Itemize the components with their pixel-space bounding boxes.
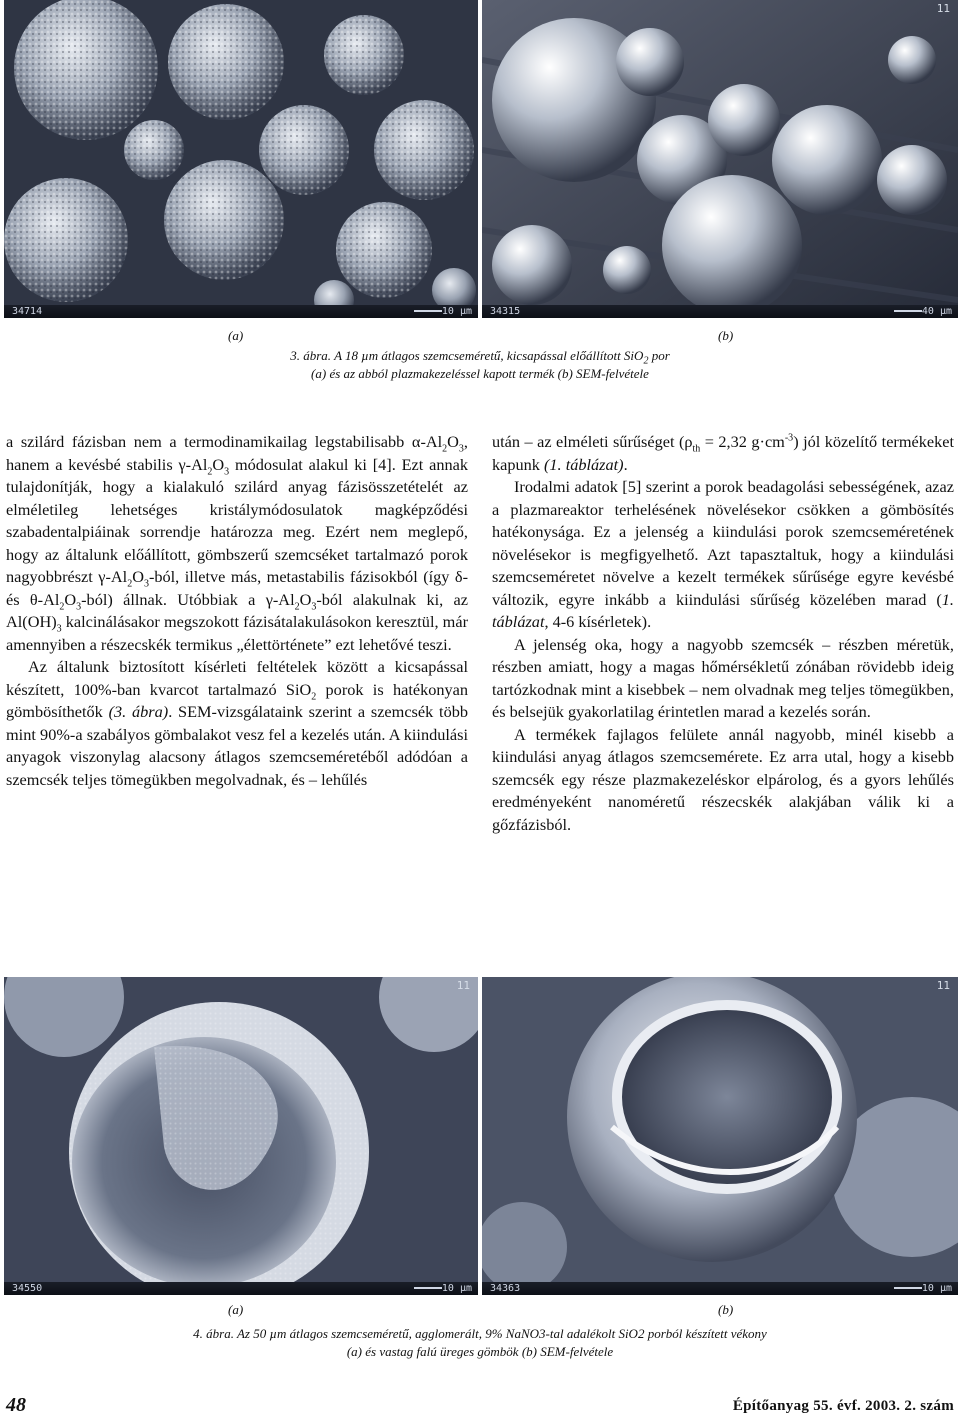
image-corner-tag: 11 xyxy=(936,979,950,992)
page-number: 48 xyxy=(6,1394,26,1416)
image-number: 34714 xyxy=(12,306,43,317)
figure-3-caption: 3. ábra. A 18 µm átlagos szemcseméretű, kicsapással előállított SiO$_2$ por (a) és az abból plazmakezeléssel kapott termék (b) SEM-felvétele xyxy=(290,348,670,381)
figure-4b-sem-image: 11 34363 10 µm xyxy=(482,977,958,1295)
figure-4a-sem-image: 11 34550 10 µm xyxy=(4,977,478,1295)
body-text-left-column: a szilárd fázisban nem a termodinamikailag legstabilisabb $\alpha-Al_2O_3$, hanem a kevésbé stabilis $\gamma-Al_2O_3$ módosulat alakul ki [4]. Ezt annak tulajdonítják, hogy a kialakuló szilárd anyag fázisösszetételét az elméletileg lehetséges kristálymódosulatok magképződési szabadentalpiáinak sorrendje határozza meg. Ezért nem meglepő, hogy az általunk előállított, gömbszerű szemcséket tartalmazó porok nagyobbrészt $\gamma-Al_2O_3$-ból, illetve más, metastabilis fázisokból (így δ- és $\theta-Al_2O_3-ból$) állnak. Utóbbiak a $\gamma-Al_2O_3$-ból alakulnak ki, az $Al(OH)_3$ kalcinálásakor megszokott fázisátalakulásokon keresztül, már amennyiben a részecskék termikus „élettörténete” ezt lehetővé teszi. Az általunk biztosított kísérleti feltételek között a kicsapással készített, 100%-ban kvarcot tartalmazó SiO$_2$ porok is hatékonyan gömbösíthetők (3. ábra). SEM-vizsgálataink szerint a szemcsék több mint 90%-a szabályos gömbalakot vesz fel a kezelés után. A kiindulási anyagok viszonylag alacsony átlagos szemcseméretéből adódóan a szemcsék teljes tömegükben megolvadnak, és – lehűlés xyxy=(6,432,469,789)
body-text-right-column: után – az elméleti sűrűséget ($\rho_{th} = 2,32$ $g\cdot cm^{-3}$) jól közelítő termékeket kapunk (1. táblázat). Irodalmi adatok [5] szerint a porok beadagolási sebességének, azaz a plazmareaktor terhelésének növelésekor csökken a gömbösítés hatékonysága. Ez a jelenség a kiindulási porok szemcseméretének növelésekor is megfigyelhető. Azt tapasztaltuk, hogy a kiindulási szemcseméretet növelve a kezelt termékek sűrűsége egyre kevésbé változik, egyre inkább a kiindulási sűrűség közelében marad (1. táblázat, 4-6 kísérletek). A jelenség oka, hogy a nagyobb szemcsék – részben méretük, részben amiatt, hogy a magas hőmérsékletű zónában rövidebb ideig tartózkodnak mint a kisebbek – nem olvadnak meg teljes tömegükben, és belsejük gyakorlatilag érintetlen marad a kezelés során. A termékek fajlagos felülete annál nagyobb, minél kisebb a kiindulási anyag átlagos szemcsemérete. Ez arra utal, hogy a kisebb szemcsék egy része plazmakezeléskor elpárolog, és a gyors lehűlés eredményeként nanoméretű részecskék alakjában válik ki a gőzfázisból. xyxy=(492,432,954,834)
figure-4-caption xyxy=(60,1325,900,1361)
figure-3a-sem-image: 34714 10 µm xyxy=(4,0,478,318)
image-corner-tag: 11 xyxy=(936,2,950,15)
figure-3b-label: (b) xyxy=(718,328,734,343)
image-number: 34315 xyxy=(490,306,521,317)
figure-4b-label: (b) xyxy=(718,1302,734,1317)
journal-footer: Építőanyag 55. évf. 2003. 2. szám xyxy=(732,1398,954,1414)
figure-3a-label: (a) xyxy=(228,328,244,343)
figure-4a-label: (a) xyxy=(228,1302,244,1317)
figure-4-caption-line1: 4. ábra. Az 50 µm átlagos szemcseméretű, agglomerált, 9% NaNO3-tal adalékolt SiO2 porból készített vékony xyxy=(193,1326,767,1341)
figure-4-caption-line2: (a) és vastag falú üreges gömbök (b) SEM-felvétele xyxy=(346,1344,614,1359)
image-number: 34550 xyxy=(12,1283,43,1294)
image-corner-tag: 11 xyxy=(456,979,470,992)
figure-3b-sem-image: 11 34315 40 µm xyxy=(482,0,958,318)
image-number: 34363 xyxy=(490,1283,521,1294)
